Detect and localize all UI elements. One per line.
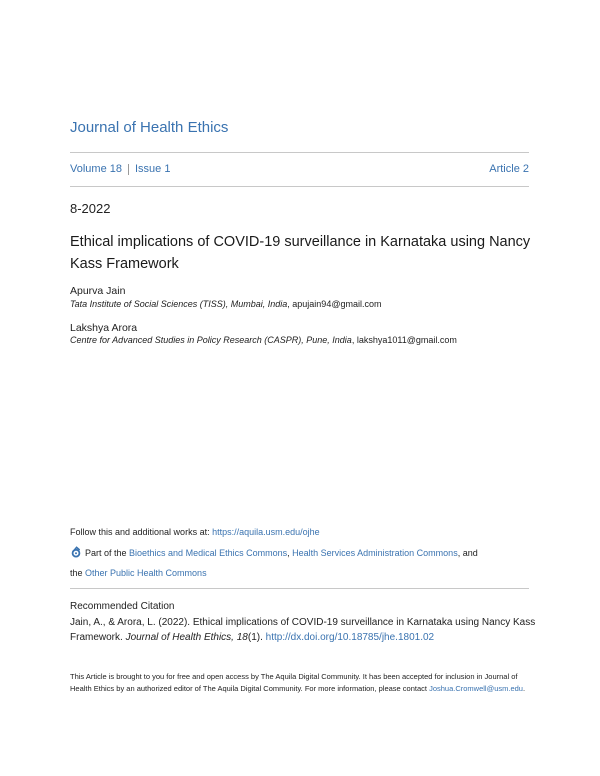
header-divider-bottom <box>70 186 529 187</box>
citation-heading: Recommended Citation <box>70 601 175 612</box>
journal-title[interactable]: Journal of Health Ethics <box>70 119 229 136</box>
citation-journal: Journal of Health Ethics, 18 <box>125 632 248 643</box>
citation-body <box>70 615 540 645</box>
part-of-block <box>70 543 530 583</box>
article-link[interactable]: Article 2 <box>489 163 529 175</box>
header-divider-top <box>70 152 529 153</box>
affiliation-comma-2: , <box>351 335 357 345</box>
affiliation-text-1: Tata Institute of Social Sciences (TISS), Mumbai, India <box>70 299 288 309</box>
follow-line <box>70 527 320 537</box>
affiliation-text-2: Centre for Advanced Studies in Policy Research (CASPR), Pune, India <box>70 335 352 345</box>
issue-bar <box>70 163 529 175</box>
citation-divider <box>70 588 529 589</box>
part-of-the: the <box>70 568 86 578</box>
footer-note <box>70 671 540 694</box>
issue-link[interactable]: Issue 1 <box>134 163 171 175</box>
citation-doi-link[interactable]: http://dx.doi.org/10.18785/jhe.1801.02 <box>265 632 435 643</box>
part-of-sep-1: , <box>287 548 293 558</box>
author-email-2: lakshya1011@gmail.com <box>356 335 457 345</box>
author-name-1: Apurva Jain <box>70 285 126 297</box>
citation-text: Jain, A., & Arora, L. (2022). Ethical implications of COVID-19 surveillance in Karnataka using Nancy Kass Framework. <box>70 617 536 643</box>
footer-end: . <box>522 683 526 693</box>
citation-issue: (1). <box>247 632 266 643</box>
health-services-commons-link[interactable]: Health Services Administration Commons <box>292 548 458 558</box>
author-name-2: Lakshya Arora <box>70 322 138 334</box>
volume-link[interactable]: Volume 18 <box>70 163 122 175</box>
footer-text: This Article is brought to you for free and open access by The Aquila Digital Community. It has been accepted for inclusion in Journal of Health Ethics by an authorized editor of The Aquila Digital Community. For more information, please contact <box>70 672 518 693</box>
author-affiliation-2 <box>70 335 457 345</box>
other-public-health-commons-link[interactable]: Other Public Health Commons <box>85 568 207 578</box>
affiliation-comma-1: , <box>287 299 293 309</box>
follow-prefix: Follow this and additional works at: <box>70 527 213 537</box>
author-affiliation-1 <box>70 299 381 309</box>
part-of-prefix: Part of the <box>85 548 130 558</box>
follow-url-link[interactable]: https://aquila.usm.edu/ojhe <box>212 527 320 537</box>
publication-date: 8-2022 <box>70 201 111 216</box>
author-email-1: apujain94@gmail.com <box>292 299 382 309</box>
part-of-sep-2: , and <box>457 548 478 558</box>
issue-separator <box>128 164 129 175</box>
bioethics-commons-link[interactable]: Bioethics and Medical Ethics Commons <box>129 548 288 558</box>
open-access-icon <box>70 546 82 558</box>
article-title: Ethical implications of COVID-19 surveillance in Karnataka using Nancy Kass Framework <box>70 234 531 272</box>
contact-email-link[interactable]: Joshua.Cromwell@usm.edu <box>429 683 523 693</box>
